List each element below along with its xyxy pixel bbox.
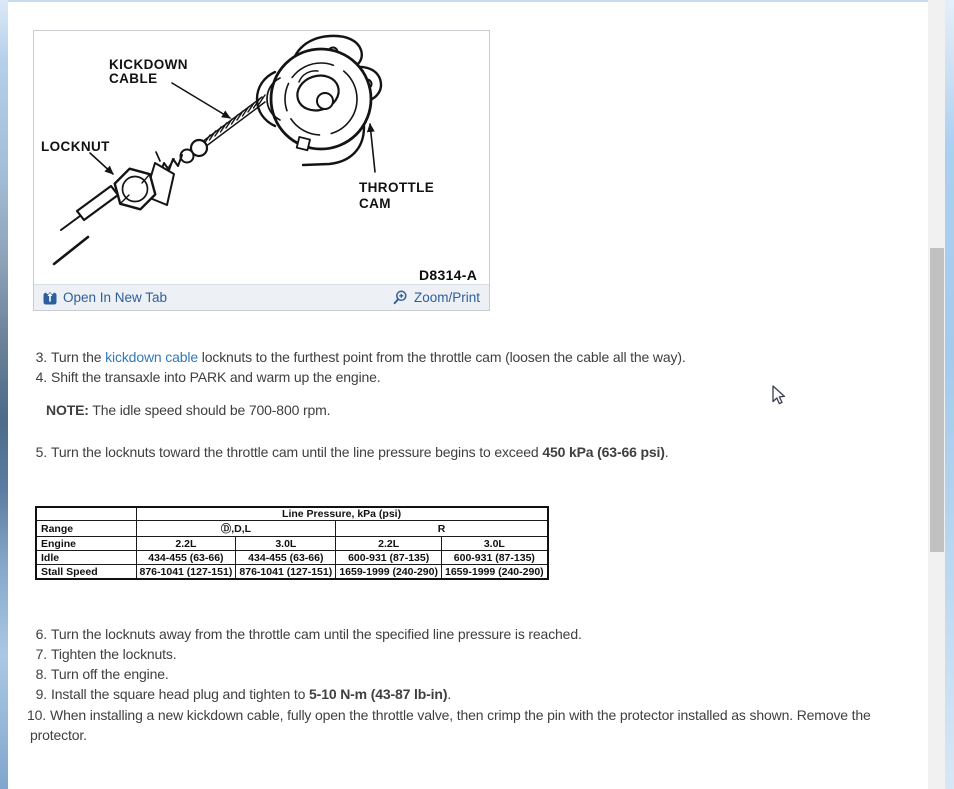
step-text: Turn the locknuts toward the throttle cam until the line pressure begins to exceed [51,444,543,460]
note-text [46,400,926,420]
table-cell: 600-931 (87-135) [442,551,548,565]
vertical-scrollbar-thumb[interactable] [930,248,944,552]
table-cell: Ⓓ,D,L [136,521,336,537]
figure-id: D8314-A [419,267,478,283]
zoom-print-link[interactable] [392,290,480,305]
kickdown-cable-link[interactable]: kickdown cable [105,349,199,365]
vertical-scrollbar-track[interactable] [928,0,945,789]
label-locknut: LOCKNUT [41,139,110,154]
diagram-drawing [34,31,489,284]
step-text: Tighten the locknuts. [51,646,177,662]
instruction-step-5 [30,442,950,462]
step-number: 5. [35,444,47,460]
table-cell: 2.2L [136,537,236,551]
instruction-step-7 [30,644,950,664]
row-label: Stall Speed [36,565,136,580]
step-number: 3. [35,349,47,365]
diagram-panel [33,30,490,311]
table-cell: R [336,521,548,537]
open-in-new-tab-link[interactable] [43,290,167,305]
step-bold-value: 450 kPa (63-66 psi) [542,444,665,460]
table-cell-empty [36,507,136,521]
label-throttle-cam-line2: CAM [359,196,391,211]
table-cell: 600-931 (87-135) [336,551,442,565]
step-text: Turn the locknuts away from the throttle cam until the specified line pressure is reached. [51,626,582,642]
step-text: . [664,444,669,460]
label-kickdown-cable-line1: KICKDOWN [109,57,188,72]
instruction-step-4 [30,367,950,387]
note-label: NOTE: [46,402,89,418]
table-cell: 876-1041 (127-151) [236,565,336,580]
step-bold-value: 5-10 N-m (43-87 lb-in) [309,686,448,702]
table-cell: 1659-1999 (240-290) [336,565,442,580]
step-text: . [447,686,452,702]
background-edge-top [0,0,954,2]
table-row-idle [36,551,548,565]
row-label: Idle [36,551,136,565]
step-number: 4. [35,369,47,385]
line-pressure-table [35,506,549,580]
table-cell: 1659-1999 (240-290) [442,565,548,580]
instruction-step-6 [30,624,950,644]
row-label: Range [36,521,136,537]
zoom-print-icon[interactable] [392,290,408,305]
table-row-stall-speed [36,565,548,580]
kickdown-cable-diagram [34,31,489,284]
diagram-toolbar [34,284,489,310]
open-in-new-tab-icon[interactable] [43,291,57,305]
table-cell: 434-455 (63-66) [236,551,336,565]
step-number: 9. [35,686,47,702]
step-text: Turn the [51,349,106,365]
table-cell: 2.2L [336,537,442,551]
step-text: Turn off the engine. [51,666,169,682]
background-edge-left [0,0,8,789]
row-label: Engine [36,537,136,551]
table-row-engine [36,537,548,551]
step-text: Shift the transaxle into PARK and warm up the engine. [51,369,381,385]
step-number: 8. [35,666,47,682]
step-text: Install the square head plug and tighten to [51,686,310,702]
table-cell: 876-1041 (127-151) [136,565,236,580]
step-number: 7. [35,646,47,662]
zoom-print-label: Zoom/Print [413,290,480,305]
step-text: locknuts to the furthest point from the throttle cam (loosen the cable all the way). [198,349,686,365]
open-in-new-tab-label: Open In New Tab [63,290,168,305]
label-kickdown-cable-line2: CABLE [109,71,158,86]
step-number: 6. [35,626,47,642]
label-throttle-cam-line1: THROTTLE [359,180,435,195]
instruction-step-10 [27,705,950,745]
step-text-wrap: protector. [30,727,87,743]
instruction-step-9 [30,684,950,704]
instruction-step-3 [30,347,950,367]
note-body: The idle speed should be 700-800 rpm. [88,402,331,418]
table-cell: 434-455 (63-66) [136,551,236,565]
step-number: 10. [27,707,47,723]
table-row-range [36,521,548,537]
table-title: Line Pressure, kPa (psi) [136,507,548,521]
instruction-step-8 [30,664,950,684]
table-cell: 3.0L [236,537,336,551]
step-text: When installing a new kickdown cable, fully open the throttle valve, then crimp the pin with the protector installed as shown. Remove the [50,707,871,723]
table-cell: 3.0L [442,537,548,551]
